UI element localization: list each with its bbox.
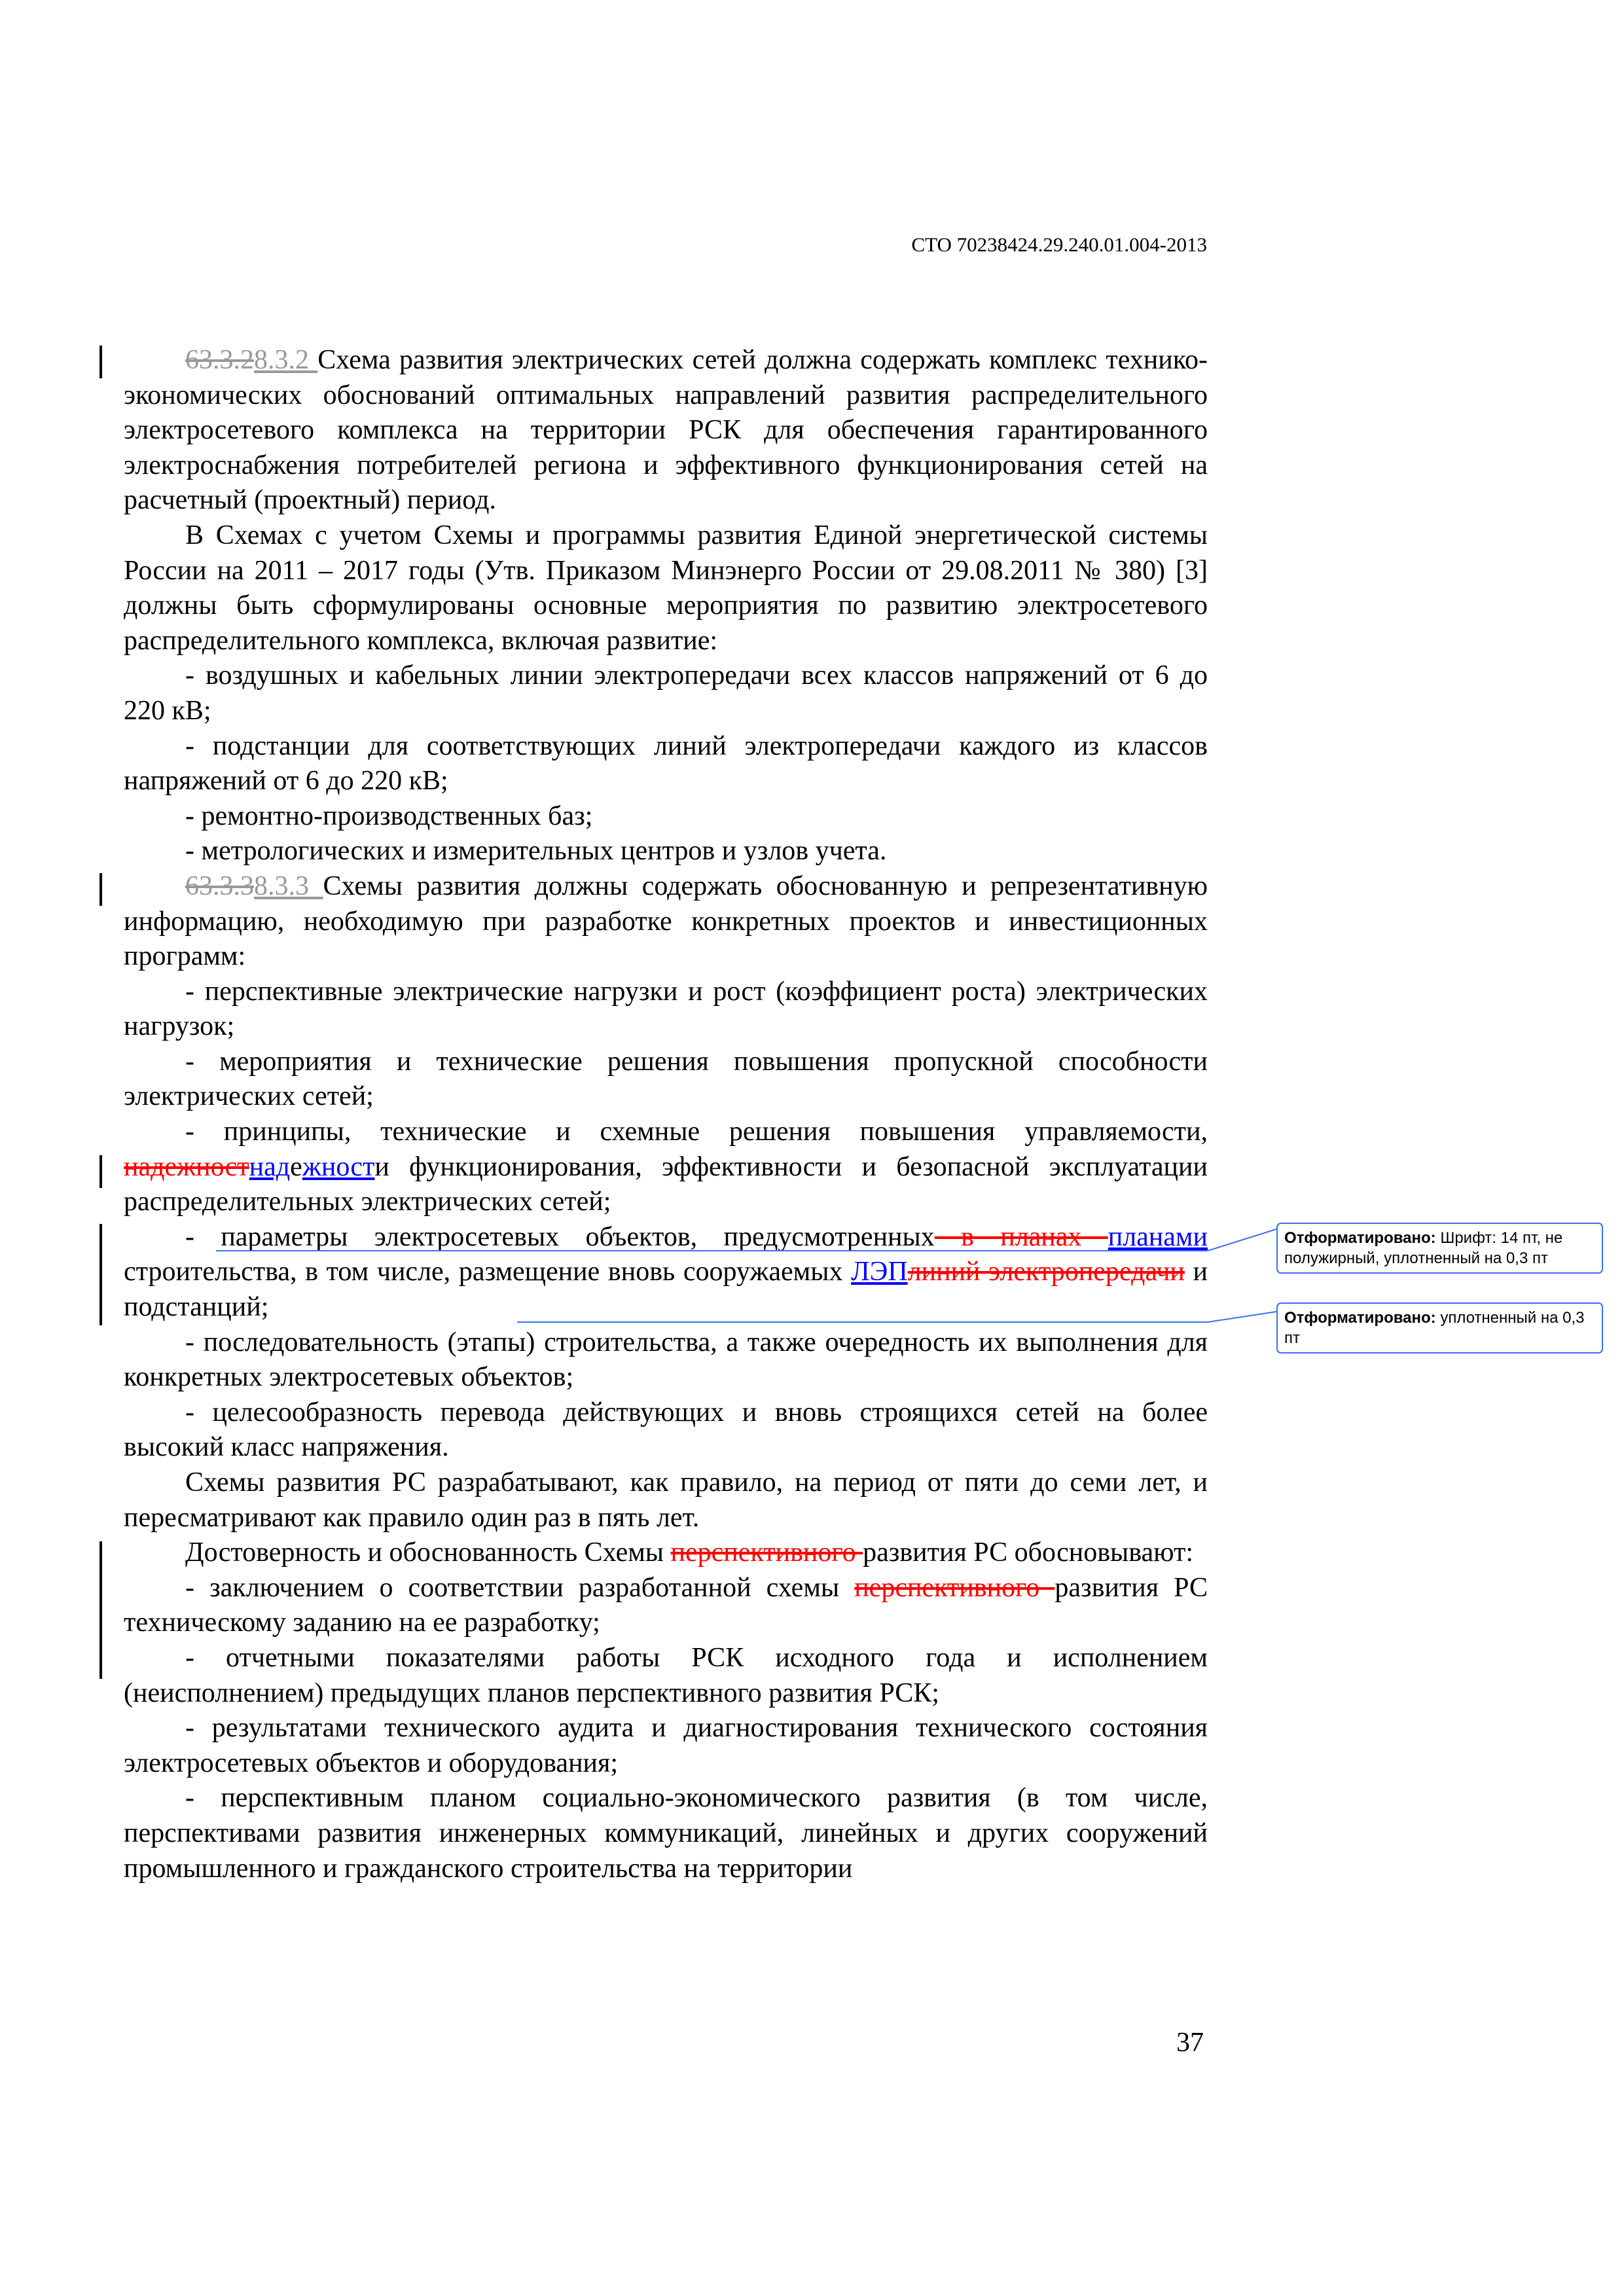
list-item: - перспективным планом социально-экономического развития (в том числе, перспективами развития инженерных коммуникаций, линейных и других сооружений промышленного и гражданского строительства на территории bbox=[124, 1783, 1208, 1884]
paragraph-text: Схема развития электрических сетей должна содержать комплекс технико-экономических обоснований оптимальных направлений развития распределительного электросетевого комплекса на территории РСК для обеспечения гарантированного электроснабжения потребителей региона и эффективного функционирования сетей на расчетный (проектный) период. bbox=[124, 345, 1208, 516]
inserted-text: планами bbox=[1108, 1221, 1208, 1252]
list-item: - воздушных и кабельных линии электропередачи всех классов напряжений от 6 до 220 кВ; bbox=[124, 660, 1208, 726]
deleted-text: в планах bbox=[934, 1221, 1108, 1252]
inserted-text: жност bbox=[302, 1151, 375, 1182]
deleted-text: перспективного bbox=[670, 1537, 863, 1568]
inserted-text: ЛЭП bbox=[851, 1257, 908, 1287]
paragraph-number: 8.3.2 bbox=[254, 345, 318, 375]
text-run: параметры электросетевых объектов, предусмотренных bbox=[221, 1221, 935, 1252]
deleted-number: 63.3.2 bbox=[185, 345, 254, 375]
comment-connector bbox=[517, 1312, 1276, 1322]
list-item: - последовательность (этапы) строительства, а также очередность их выполнения для конкретных электросетевых объектов; bbox=[124, 1327, 1208, 1393]
text-run: и подстанций; bbox=[124, 1257, 1208, 1323]
comment-text: уплотненный на 0,3 пт bbox=[1284, 1309, 1585, 1347]
comment-connector bbox=[216, 1229, 1276, 1251]
document-code-header: СТО 70238424.29.240.01.004-2013 bbox=[911, 233, 1207, 256]
comment-text: Шрифт: 14 пт, не полужирный, уплотненный на 0,3 пт bbox=[1284, 1229, 1563, 1267]
paragraph-text: Схемы развития должны содержать обоснованную и репрезентативную информацию, необходимую при разработке конкретных проектов и инвестиционных программ: bbox=[124, 870, 1208, 972]
text-run: - принципы, технические и схемные решения повышения управляемости, bbox=[185, 1117, 1208, 1147]
text-run: е bbox=[290, 1151, 302, 1182]
list-item: - целесообразность перевода действующих и вновь строящихся сетей на более высокий класс напряжения. bbox=[124, 1397, 1208, 1463]
page-number: 37 bbox=[1176, 2028, 1204, 2058]
comment-balloon[interactable] bbox=[1276, 1302, 1603, 1354]
paragraph-number: 8.3.3 bbox=[254, 870, 323, 901]
text-run: - заключением о соответствии разработанной схемы bbox=[185, 1572, 855, 1603]
deleted-text: перспективного bbox=[854, 1572, 1055, 1603]
text-run: развития РС техническому заданию на ее разработку; bbox=[124, 1572, 1208, 1638]
list-item: - отчетными показателями работы РСК исходного года и исполнением (неисполнением) предыдущих планов перспективного развития РСК; bbox=[124, 1642, 1208, 1708]
deleted-number: 63.3.3 bbox=[185, 870, 254, 901]
list-item: - перспективные электрические нагрузки и рост (коэффициент роста) электрических нагрузок; bbox=[124, 976, 1208, 1042]
list-item: - мероприятия и технические решения повышения пропускной способности электрических сетей; bbox=[124, 1046, 1208, 1112]
list-item: - ремонтно-производственных баз; bbox=[185, 800, 593, 831]
inserted-text: над bbox=[249, 1151, 291, 1182]
list-item: - подстанции для соответствующих линий электропередачи каждого из классов напряжений от 6 до 220 кВ; bbox=[124, 730, 1208, 797]
comment-balloon[interactable] bbox=[1276, 1223, 1603, 1274]
paragraph-schemes: В Схемах с учетом Схемы и программы развития Единой энергетической системы России на 2011 – 2017 годы (Утв. Приказом Минэнерго России от 29.08.2011 № 380) [3] должны быть сформулированы основные мероприятия по развитию электросетевого распределительного комплекса, включая развитие: bbox=[124, 520, 1208, 656]
deleted-text: линий электропередачи bbox=[907, 1257, 1185, 1287]
paragraph-periods: Схемы развития РС разрабатывают, как правило, на период от пяти до семи лет, и пересматривают как правило один раз в пять лет. bbox=[124, 1467, 1208, 1533]
text-run: строительства, в том числе, размещение вновь сооружаемых bbox=[124, 1257, 852, 1287]
list-item: - метрологических и измерительных центров и узлов учета. bbox=[185, 836, 887, 867]
text-run: - bbox=[185, 1221, 221, 1252]
list-item: - результатами технического аудита и диагностирования технического состояния электросетевых объектов и оборудования; bbox=[124, 1713, 1208, 1778]
deleted-text: надежност bbox=[124, 1151, 249, 1182]
comment-label: Отформатировано: bbox=[1284, 1309, 1436, 1327]
text-run: Достоверность и обоснованность Схемы bbox=[185, 1537, 671, 1568]
text-run: и функционирования, эффективности и безопасной эксплуатации распределительных электрических сетей; bbox=[124, 1151, 1208, 1217]
text-run: развития РС обосновывают: bbox=[863, 1537, 1194, 1568]
comment-label: Отформатировано: bbox=[1284, 1229, 1436, 1247]
